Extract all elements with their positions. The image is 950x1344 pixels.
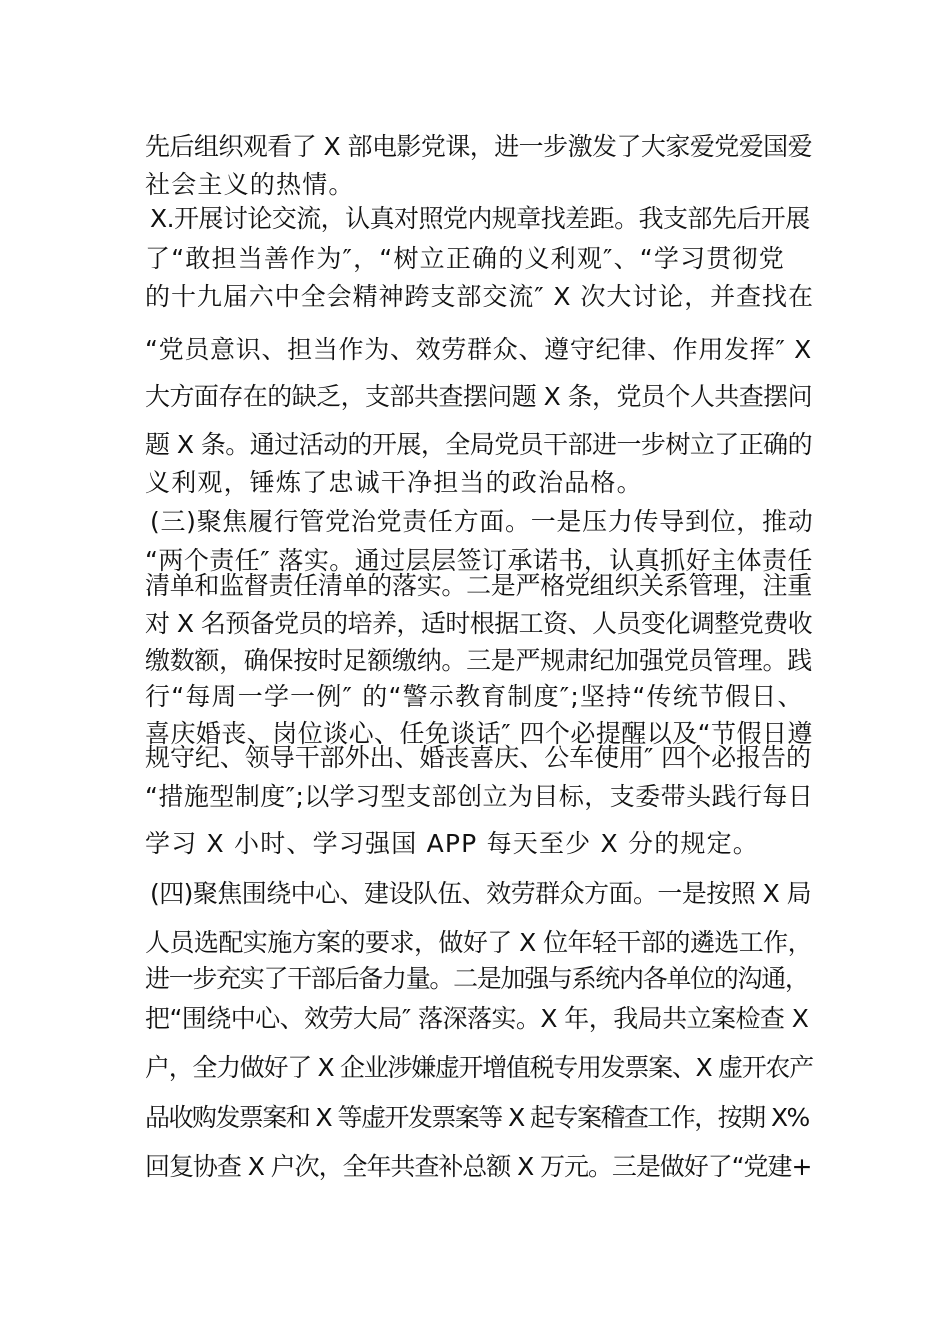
text-line: 规守纪、领导干部外出、婚丧喜庆、公车使用″ 四个必报告的 [145,743,811,772]
text-line: 的十九届六中全会精神跨支部交流″ X 次大讨论，并查找在 [145,282,814,311]
text-line: 喜庆婚丧、岗位谈心、任免谈话″ 四个必提醒以及“节假日遵 [145,719,813,748]
text-line: X.开展讨论交流，认真对照党内规章找差距。我支部先后开展 [150,204,810,233]
text-line: 清单和监督责任清单的落实。二是严格党组织关系管理，注重 [145,571,812,600]
text-line: 了“敢担当善作为″，“树立正确的义利观″、“学习贯彻党 [145,244,785,273]
text-line: (四)聚焦围绕中心、建设队伍、效劳群众方面。一是按照 X 局 [150,879,812,908]
text-line: (三)聚焦履行管党治党责任方面。一是压力传导到位，推动 [150,507,814,536]
text-line: 学习 X 小时、学习强国 APP 每天至少 X 分的规定。 [145,829,759,858]
text-line: 题 X 条。通过活动的开展，全局党员干部进一步树立了正确的 [145,430,813,459]
text-line: “党员意识、担当作为、效劳群众、遵守纪律、作用发挥″ X [145,335,812,364]
text-line: “两个责任″ 落实。通过层层签订承诺书，认真抓好主体责任 [145,546,813,575]
text-line: 社会主义的热情。 [145,170,355,199]
text-line: 进一步充实了干部后备力量。二是加强与系统内各单位的沟通， [145,964,809,993]
text-line: 义利观，锤炼了忠诚干净担当的政治品格。 [145,468,643,497]
text-line: 先后组织观看了 X 部电影党课，进一步激发了大家爱党爱国爱 [145,132,813,161]
text-line: 把“围绕中心、效劳大局″ 落深落实。X 年，我局共立案检查 X [145,1004,809,1033]
text-line: 品收购发票案和 X 等虚开发票案等 X 起专案稽查工作，按期 X% [145,1103,809,1132]
text-line: “措施型制度″;以学习型支部创立为目标，支委带头践行每日 [145,782,814,811]
text-line: 人员选配实施方案的要求，做好了 X 位年轻干部的遴选工作， [145,928,813,957]
text-line: 对 X 名预备党员的培养，适时根据工资、人员变化调整党费收 [145,609,813,638]
text-line: 行“每周一学一例″ 的“警示教育制度″;坚持“传统节假日、 [145,682,804,711]
text-line: 缴数额，确保按时足额缴纳。三是严规肃纪加强党员管理。践 [145,646,812,675]
text-line: 大方面存在的缺乏，支部共查摆问题 X 条，党员个人共查摆问 [145,382,813,411]
text-line: 回复协查 X 户次，全年共查补总额 X 万元。三是做好了“党建+ [145,1152,812,1181]
text-line: 户，全力做好了 X 企业涉嫌虚开增值税专用发票案、X 虚开农产 [145,1053,813,1082]
